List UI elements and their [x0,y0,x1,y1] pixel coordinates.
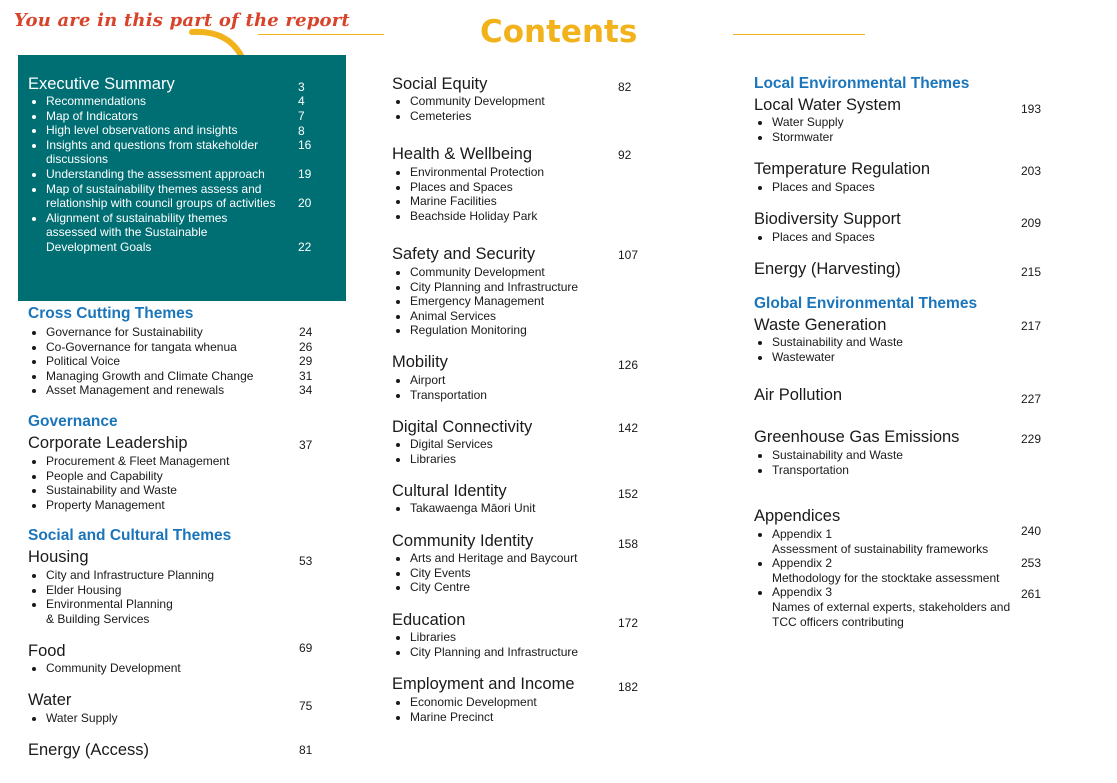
page-number: 26 [299,340,313,354]
corporate-items [28,454,306,512]
toc-item[interactable]: • Cemeteries [410,109,625,124]
page-number: 217 [1021,319,1042,333]
toc-entry-appendices[interactable]: Appendices [754,507,841,525]
header-rule-right [733,34,865,35]
toc-item[interactable]: • Insights and questions from stakeholder discussions [46,138,281,167]
employment-items [392,695,625,724]
toc-entry[interactable]: Education [392,611,466,629]
toc-item[interactable]: • Co-Governance for tangata whenua [46,340,306,355]
page-number: 126 [618,358,639,372]
page-number: 240 [1021,524,1042,538]
appendix-items [754,527,1022,629]
toc-item[interactable]: • Appendix 1 Assessment of sustainability frameworks [772,527,1022,556]
page-number: 22 [298,240,312,254]
toc-item[interactable]: • City and Infrastructure Planning [46,568,306,583]
toc-item[interactable]: • Water Supply [772,115,1022,130]
toc-entry[interactable]: Social Equity [392,75,488,93]
toc-item[interactable]: • Community Development [46,661,306,676]
toc-entry[interactable]: Air Pollution [754,386,843,404]
toc-item[interactable]: • Sustainability and Waste [772,448,1022,463]
water-items [28,711,306,726]
page-number: 193 [1021,102,1042,116]
toc-item[interactable]: • City Planning and Infrastructure [410,645,625,660]
toc-item[interactable]: • Community Development [410,265,625,280]
page-number: 24 [299,325,313,339]
mobility-items [392,373,625,402]
toc-item[interactable]: • Managing Growth and Climate Change [46,369,306,384]
toc-item[interactable]: • High level observations and insights [46,123,281,138]
toc-item[interactable]: • Digital Services [410,437,625,452]
page-number: 75 [299,699,313,713]
toc-entry[interactable]: Water [28,691,72,709]
page-number: 107 [618,248,639,262]
toc-item[interactable]: • Marine Precinct [410,710,625,725]
page-number: 16 [298,138,312,152]
toc-item[interactable]: • Water Supply [46,711,306,726]
toc-item[interactable]: • Takawaenga Māori Unit [410,501,625,516]
page-number: 82 [618,80,632,94]
toc-entry[interactable]: Housing [28,548,89,566]
page-number: 92 [618,148,632,162]
cultural-items [392,501,625,516]
toc-item[interactable]: • Arts and Heritage and Baycourt [410,551,625,566]
toc-item[interactable]: • Alignment of sustainability themes assessed with the Sustainable Development Goals [46,211,281,255]
page-number: 227 [1021,392,1042,406]
toc-item[interactable]: • Marine Facilities [410,194,625,209]
page-number: 182 [618,680,639,694]
toc-entry-executive-summary[interactable]: Executive Summary [28,75,175,93]
page-number: 4 [298,94,305,108]
toc-item[interactable]: • Airport [410,373,625,388]
page-number: 31 [299,369,313,383]
community-items [392,551,625,595]
category-heading: Global Environmental Themes [754,295,978,312]
toc-item[interactable]: • Sustainability and Waste [772,335,1022,350]
cross-items [28,325,306,398]
toc-item[interactable]: • Sustainability and Waste [46,483,306,498]
toc-item[interactable]: • Places and Spaces [410,180,625,195]
education-items [392,630,625,659]
page-number: 8 [298,124,305,138]
toc-entry[interactable]: Energy (Access) [28,741,150,759]
page-number: 203 [1021,164,1042,178]
page-number: 158 [618,537,639,551]
toc-item[interactable]: • City Planning and Infrastructure [410,280,625,295]
toc-entry[interactable]: Digital Connectivity [392,418,533,436]
category-heading: Local Environmental Themes [754,75,970,92]
page-number: 53 [299,554,313,568]
toc-item[interactable]: • Appendix 3 Names of external experts, stakeholders and TCC officers contributing [772,585,1022,629]
page-number: 81 [299,743,313,757]
toc-item[interactable]: • Political Voice [46,354,306,369]
toc-entry[interactable]: Greenhouse Gas Emissions [754,428,960,446]
toc-item[interactable]: • Procurement & Fleet Management [46,454,306,469]
toc-entry[interactable]: Temperature Regulation [754,160,931,178]
toc-item[interactable]: • Understanding the assessment approach [46,167,281,182]
toc-item[interactable]: • Libraries [410,452,625,467]
toc-item[interactable]: • Environmental Protection [410,165,625,180]
page-number: 172 [618,616,639,630]
toc-item[interactable]: • Places and Spaces [772,230,1022,245]
toc-entry[interactable]: Mobility [392,353,448,371]
toc-item[interactable]: • Governance for Sustainability [46,325,306,340]
equity-items [392,94,625,123]
page-number: 229 [1021,432,1042,446]
page-number: 253 [1021,556,1042,570]
biodiversity-items [754,230,1022,245]
toc-entry[interactable]: Corporate Leadership [28,434,188,452]
toc-item[interactable]: • Beachside Holiday Park [410,209,625,224]
page-number: 261 [1021,587,1042,601]
toc-item[interactable]: • Wastewater [772,350,1022,365]
page-number: 20 [298,196,312,210]
page-number: 7 [298,109,305,123]
toc-item[interactable]: • Appendix 2 Methodology for the stocktake assessment [772,556,1022,585]
toc-item[interactable]: • Transportation [410,388,625,403]
toc-entry[interactable]: Community Identity [392,532,534,550]
header-rule-left [258,34,384,35]
waste-items [754,335,1022,364]
toc-item[interactable]: • Map of Indicators [46,109,281,124]
category-heading: Governance [28,413,118,430]
toc-entry[interactable]: Safety and Security [392,245,536,263]
toc-entry[interactable]: Employment and Income [392,675,575,693]
water-system-items [754,115,1022,144]
page-number: 37 [299,438,313,452]
toc-item[interactable]: • Places and Spaces [772,180,1022,195]
page-number: 152 [618,487,639,501]
page-number: 69 [299,641,313,655]
toc-item[interactable]: • Environmental Planning & Building Services [46,597,306,626]
page-title: Contents [480,14,638,50]
page-number: 142 [618,421,639,435]
food-items [28,661,306,676]
you-are-here-banner: You are in this part of the report [14,10,350,31]
toc-entry[interactable]: Health & Wellbeing [392,145,533,163]
toc-item[interactable]: • Property Management [46,498,306,513]
toc-item[interactable]: • City Events [410,566,625,581]
page-number: 29 [299,354,313,368]
toc-item[interactable]: • Transportation [772,463,1022,478]
toc-item[interactable]: • People and Capability [46,469,306,484]
toc-entry[interactable]: Waste Generation [754,316,887,334]
page-number: 19 [298,167,312,181]
digital-items [392,437,625,466]
toc-entry[interactable]: Local Water System [754,96,902,114]
page-number: 34 [299,383,313,397]
temperature-items [754,180,1022,195]
health-items [392,165,625,223]
toc-item[interactable]: • Community Development [410,94,625,109]
toc-item[interactable]: • Animal Services [410,309,625,324]
toc-item[interactable]: • City Centre [410,580,625,595]
toc-item[interactable]: • Map of sustainability themes assess and relationship with council groups of activities [46,182,281,211]
housing-items [28,568,306,626]
ghg-items [754,448,1022,477]
toc-entry[interactable]: Food [28,642,66,660]
page-number: 3 [298,80,305,94]
exec-items [28,94,281,255]
toc-item[interactable]: • Libraries [410,630,625,645]
page-number: 209 [1021,216,1042,230]
toc-entry[interactable]: Energy (Harvesting) [754,260,901,278]
toc-item[interactable]: • Economic Development [410,695,625,710]
toc-item[interactable]: • Emergency Management [410,294,625,309]
page-number: 215 [1021,265,1042,279]
category-heading: Social and Cultural Themes [28,527,232,544]
toc-item[interactable]: • Stormwater [772,130,1022,145]
safety-items [392,265,625,338]
toc-item[interactable]: • Regulation Monitoring [410,323,625,338]
category-heading: Cross Cutting Themes [28,305,194,322]
toc-item[interactable]: • Elder Housing [46,583,306,598]
toc-item[interactable]: • Recommendations [46,94,281,109]
toc-entry[interactable]: Biodiversity Support [754,210,901,228]
toc-item[interactable]: • Asset Management and renewals [46,383,306,398]
toc-entry[interactable]: Cultural Identity [392,482,507,500]
